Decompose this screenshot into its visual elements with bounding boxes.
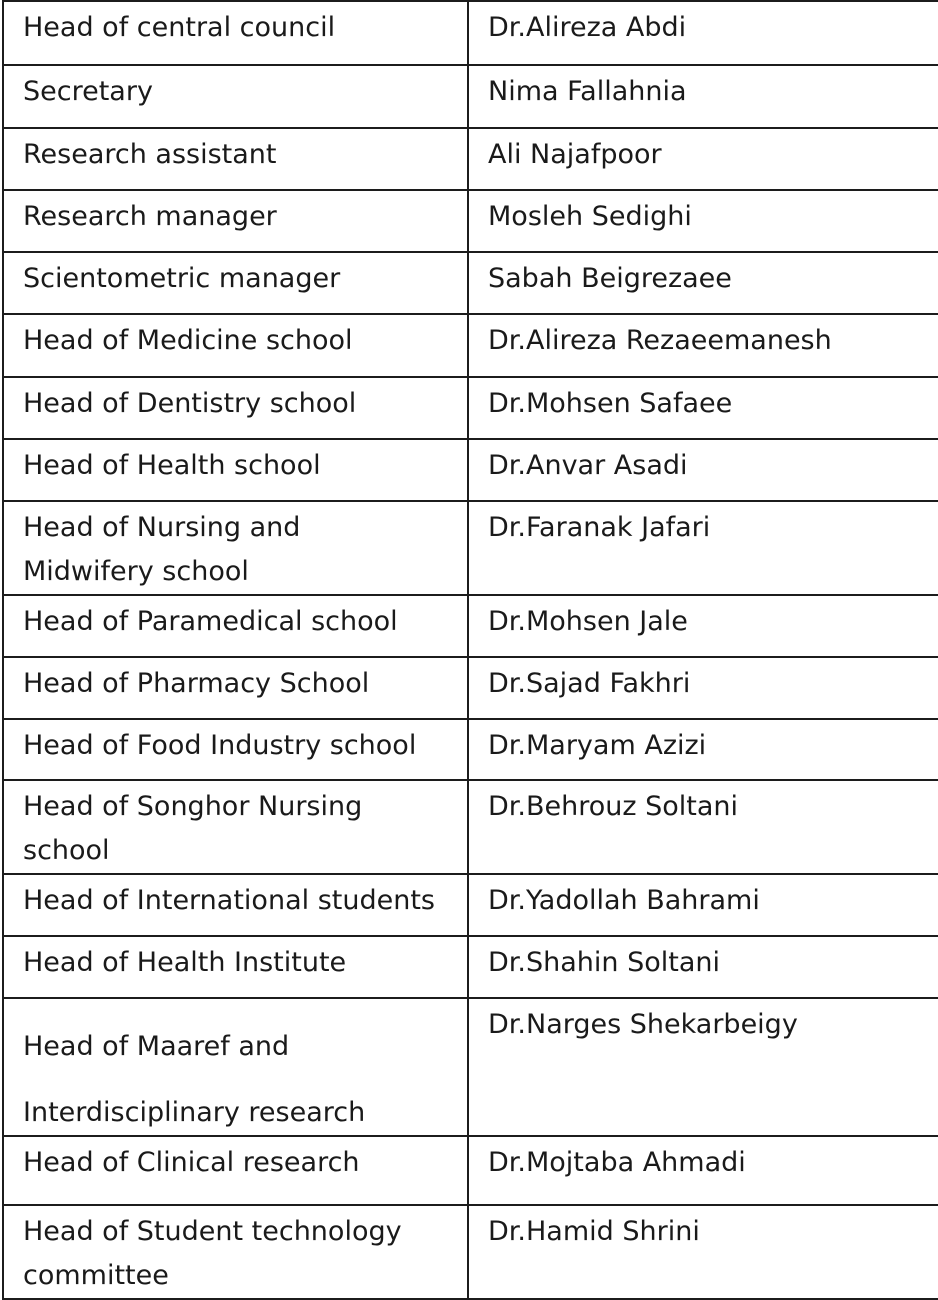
role-cell	[3, 595, 468, 657]
role-cell	[3, 190, 468, 252]
role-label: Secretary	[23, 76, 153, 107]
role-label: Head of Health Institute	[23, 947, 347, 978]
name-cell: Dr.Mohsen Jale	[468, 595, 938, 657]
name-cell: Dr.Faranak Jafari	[468, 501, 938, 595]
role-label-line-1: Head of Nursing and	[23, 512, 301, 543]
name-cell: Mosleh Sedighi	[468, 190, 938, 252]
table-row	[3, 936, 938, 998]
name-cell: Sabah Beigrezaee	[468, 252, 938, 314]
role-label-line-1: Head of Student technology	[23, 1216, 402, 1247]
name-cell: Dr.Shahin Soltani	[468, 936, 938, 998]
role-label-line-2: Midwifery school	[23, 556, 249, 587]
table-row	[3, 1136, 938, 1205]
role-label: Head of Medicine school	[23, 325, 353, 356]
role-cell	[3, 657, 468, 719]
role-cell	[3, 252, 468, 314]
role-cell	[3, 501, 468, 595]
table-row	[3, 874, 938, 936]
table-row	[3, 501, 938, 595]
role-cell	[3, 874, 468, 936]
role-label: Head of Dentistry school	[23, 388, 357, 419]
name-cell: Dr.Mojtaba Ahmadi	[468, 1136, 938, 1205]
role-cell	[3, 377, 468, 439]
role-label: Research manager	[23, 201, 277, 232]
name-cell: Dr.Behrouz Soltani	[468, 780, 938, 874]
council-members-table	[2, 0, 938, 1300]
name-cell: Dr.Alireza Abdi	[468, 1, 938, 65]
role-label: Head of Pharmacy School	[23, 668, 370, 699]
table-row	[3, 252, 938, 314]
name-cell: Dr.Maryam Azizi	[468, 719, 938, 780]
role-label: Head of Paramedical school	[23, 606, 398, 637]
role-label: Head of Health school	[23, 450, 321, 481]
table-row	[3, 65, 938, 128]
table-row	[3, 719, 938, 780]
role-label-line-2: Interdisciplinary research	[23, 1097, 366, 1128]
table-row	[3, 314, 938, 377]
table-row	[3, 780, 938, 874]
table-row	[3, 595, 938, 657]
role-cell	[3, 439, 468, 501]
name-cell: Nima Fallahnia	[468, 65, 938, 128]
name-cell: Dr.Narges Shekarbeigy	[468, 998, 938, 1136]
table-row	[3, 128, 938, 190]
table-row	[3, 439, 938, 501]
role-label: Scientometric manager	[23, 263, 341, 294]
table-row	[3, 1205, 938, 1299]
table-row	[3, 998, 938, 1136]
role-cell	[3, 65, 468, 128]
name-cell: Dr.Yadollah Bahrami	[468, 874, 938, 936]
name-cell: Dr.Sajad Fakhri	[468, 657, 938, 719]
role-cell	[3, 314, 468, 377]
table-row	[3, 657, 938, 719]
role-cell	[3, 128, 468, 190]
table-row	[3, 377, 938, 439]
role-cell	[3, 719, 468, 780]
table-row	[3, 1, 938, 65]
role-cell	[3, 1, 468, 65]
role-label-line-2: committee	[23, 1260, 169, 1291]
role-cell	[3, 936, 468, 998]
role-label: Head of Clinical research	[23, 1147, 360, 1178]
table-row	[3, 190, 938, 252]
role-label: Head of central council	[23, 12, 336, 43]
role-label: Head of Food Industry school	[23, 730, 417, 761]
role-cell	[3, 780, 468, 874]
name-cell: Dr.Alireza Rezaeemanesh	[468, 314, 938, 377]
role-label: Head of International students	[23, 885, 435, 916]
name-cell: Ali Najafpoor	[468, 128, 938, 190]
name-cell: Dr.Hamid Shrini	[468, 1205, 938, 1299]
role-label-line-1: Head of Songhor Nursing	[23, 791, 363, 822]
line-spacer	[23, 1069, 467, 1091]
role-cell	[3, 1136, 468, 1205]
name-cell: Dr.Mohsen Safaee	[468, 377, 938, 439]
role-label-line-2: school	[23, 835, 110, 866]
role-cell	[3, 1205, 468, 1299]
role-label-line-1: Head of Maaref and	[23, 1031, 290, 1062]
name-cell: Dr.Anvar Asadi	[468, 439, 938, 501]
role-label: Research assistant	[23, 139, 277, 170]
role-cell	[3, 998, 468, 1136]
